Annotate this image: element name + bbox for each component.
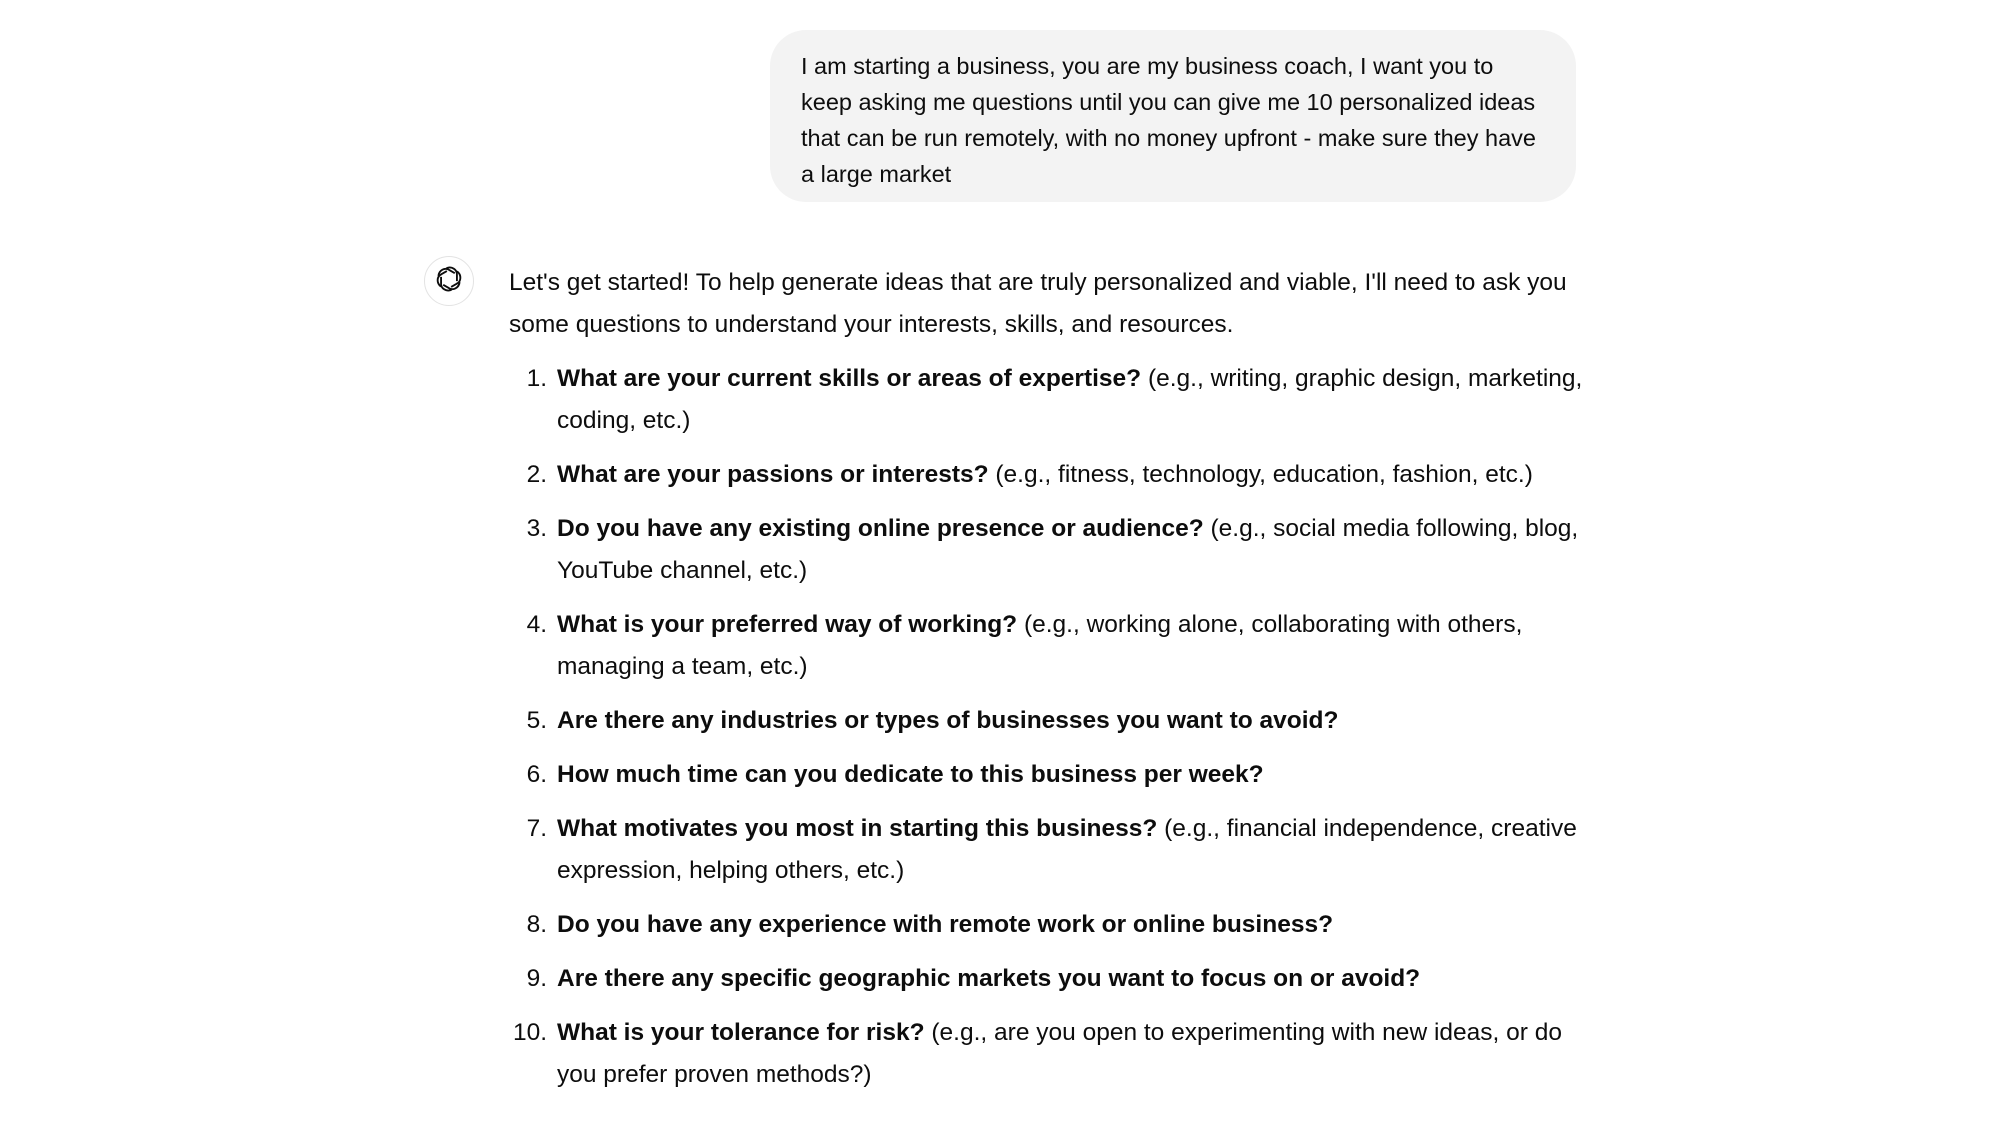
question-text: What motivates you most in starting this business? xyxy=(557,815,1158,842)
list-item xyxy=(509,508,1584,592)
question-text: What is your tolerance for risk? xyxy=(557,1019,925,1046)
list-item-number: 2. xyxy=(526,461,547,488)
question-examples: (e.g., social media following, blog, YouTube channel, etc.) xyxy=(557,515,1579,584)
question-list xyxy=(509,358,1584,1096)
list-item-number: 4. xyxy=(526,611,547,638)
list-item xyxy=(509,700,1584,742)
question-examples: (e.g., writing, graphic design, marketing, coding, etc.) xyxy=(557,365,1583,434)
list-item-number: 1. xyxy=(526,365,547,392)
list-item xyxy=(509,1012,1584,1096)
question-text: What are your passions or interests? xyxy=(557,461,989,488)
list-item-number: 10. xyxy=(512,1019,547,1046)
openai-logo-icon xyxy=(435,265,463,298)
list-item-number: 8. xyxy=(526,911,547,938)
question-text: What is your preferred way of working? xyxy=(557,611,1018,638)
assistant-intro: Let's get started! To help generate ideas that are truly personalized and viable, I'll need to ask you some questions to understand your interests, skills, and resources. xyxy=(509,269,1567,338)
question-examples: (e.g., are you open to experimenting with new ideas, or do you prefer proven methods?) xyxy=(557,1019,1562,1088)
list-item-number: 3. xyxy=(526,515,547,542)
list-item-number: 5. xyxy=(526,707,547,734)
question-text: Do you have any existing online presence or audience? xyxy=(557,515,1204,542)
list-item xyxy=(509,904,1584,946)
list-item xyxy=(509,754,1584,796)
list-item xyxy=(509,604,1584,688)
question-text: Are there any specific geographic markets you want to focus on or avoid? xyxy=(557,965,1421,992)
assistant-avatar xyxy=(424,256,474,306)
list-item xyxy=(509,958,1584,1000)
list-item-number: 7. xyxy=(526,815,547,842)
question-text: Are there any industries or types of businesses you want to avoid? xyxy=(557,707,1339,734)
question-text: Do you have any experience with remote work or online business? xyxy=(557,911,1334,938)
list-item xyxy=(509,454,1584,496)
user-message-text: I am starting a business, you are my business coach, I want you to keep asking me questions until you can give me 10 personalized ideas that can be run remotely, with no money upfront - make sure they have a large market xyxy=(801,53,1536,187)
question-text: What are your current skills or areas of expertise? xyxy=(557,365,1142,392)
user-message-bubble xyxy=(770,30,1576,202)
question-examples: (e.g., fitness, technology, education, fashion, etc.) xyxy=(988,461,1533,488)
list-item xyxy=(509,358,1584,442)
assistant-message xyxy=(509,262,1584,1108)
question-examples: (e.g., financial independence, creative expression, helping others, etc.) xyxy=(557,815,1577,884)
question-text: How much time can you dedicate to this business per week? xyxy=(557,761,1264,788)
list-item-number: 9. xyxy=(526,965,547,992)
list-item xyxy=(509,808,1584,892)
list-item-number: 6. xyxy=(526,761,547,788)
question-examples: (e.g., working alone, collaborating with others, managing a team, etc.) xyxy=(557,611,1523,680)
